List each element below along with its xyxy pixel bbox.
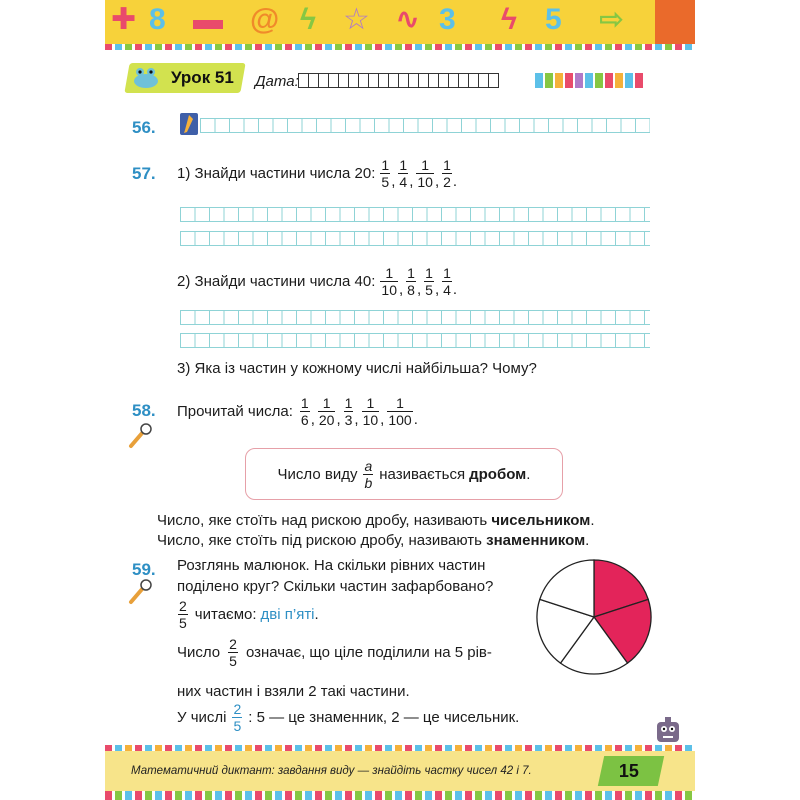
denominator-definition bbox=[157, 532, 589, 549]
in-fraction-denominator: 5 bbox=[233, 718, 242, 734]
fraction-denominator: 20 bbox=[318, 412, 335, 428]
exercise-number-58: 58. bbox=[132, 401, 156, 420]
fraction-separator: . bbox=[452, 173, 458, 190]
exercise-58-text: Прочитай числа: bbox=[177, 403, 293, 420]
answer-grid-56[interactable] bbox=[200, 118, 650, 133]
answer-grid-57-row4[interactable] bbox=[180, 333, 650, 348]
read-value: дві п’яті bbox=[260, 606, 315, 623]
mean-fraction bbox=[228, 636, 238, 669]
fraction bbox=[318, 395, 336, 428]
fraction-separator: , bbox=[354, 411, 359, 428]
squiggle-decoration-icon: ∿ bbox=[395, 3, 421, 36]
textbook-page bbox=[105, 0, 695, 800]
mean-prefix: Число bbox=[177, 644, 221, 661]
definition-term: дробом bbox=[469, 465, 527, 483]
numerator-dot: . bbox=[590, 512, 595, 529]
fraction bbox=[380, 157, 390, 190]
fraction bbox=[300, 395, 310, 428]
lesson-badge bbox=[127, 60, 247, 96]
fraction-denominator: 10 bbox=[381, 282, 397, 298]
microphone-icon bbox=[127, 422, 153, 450]
fraction bbox=[387, 395, 412, 428]
in-fraction bbox=[232, 701, 242, 734]
date-input-cells[interactable] bbox=[298, 73, 498, 88]
answer-grid-57-row1[interactable] bbox=[180, 207, 650, 222]
fraction-separator: , bbox=[416, 281, 422, 298]
mean-fraction-denominator: 5 bbox=[229, 653, 237, 669]
fraction-numerator: 1 bbox=[425, 265, 433, 281]
exercise-59-read-line bbox=[177, 598, 319, 631]
fraction-denominator: 5 bbox=[425, 282, 433, 298]
exercise-number-59: 59. bbox=[132, 560, 156, 579]
fraction bbox=[380, 265, 398, 298]
arrow-right-decoration-icon: ⇨ bbox=[599, 3, 625, 36]
plus-decoration-icon: ✚ bbox=[111, 3, 137, 36]
fraction-numerator: 1 bbox=[344, 395, 353, 411]
definition-end: . bbox=[526, 465, 531, 483]
fraction-numerator: 1 bbox=[396, 395, 404, 411]
squiggle-decoration-icon: ϟ bbox=[501, 3, 517, 36]
read-fraction-numerator: 2 bbox=[179, 598, 187, 614]
fraction-numerator: 1 bbox=[385, 265, 394, 281]
answer-grid-57-row2[interactable] bbox=[180, 231, 650, 246]
read-text: читаємо: bbox=[194, 606, 257, 623]
mean-text: означає, що ціле поділили на 5 рів- bbox=[245, 644, 492, 661]
star-decoration-icon: ☆ bbox=[343, 3, 370, 36]
fraction-numerator: 1 bbox=[322, 395, 331, 411]
fraction-denominator: 4 bbox=[399, 174, 408, 190]
exercise-number-56: 56. bbox=[132, 118, 156, 137]
fraction-denominator: 10 bbox=[417, 174, 433, 190]
fish-corner-icon bbox=[655, 0, 695, 44]
fraction bbox=[442, 265, 452, 298]
page-number-badge bbox=[598, 756, 664, 786]
zigzag-decoration-icon: ϟ bbox=[300, 3, 316, 36]
frog-icon bbox=[131, 64, 161, 90]
fraction-separator: , bbox=[391, 173, 396, 190]
fraction-numerator: 1 bbox=[421, 157, 430, 173]
exercise-57-part1-text: 1) Знайди частини числа 20: bbox=[177, 165, 376, 182]
top-decorative-band bbox=[105, 0, 695, 44]
fraction bbox=[416, 157, 434, 190]
exercise-58-line bbox=[177, 395, 420, 428]
fraction bbox=[344, 395, 354, 428]
fraction bbox=[442, 157, 452, 190]
in-fraction-numerator: 2 bbox=[233, 701, 242, 717]
numerator-definition bbox=[157, 512, 595, 529]
fraction-denominator: 100 bbox=[388, 412, 412, 428]
exercise-57-part2-fractions bbox=[379, 265, 459, 298]
definition-text-prefix: Число виду bbox=[277, 465, 358, 483]
answer-grid-57-row3[interactable] bbox=[180, 310, 650, 325]
fraction bbox=[398, 157, 408, 190]
fraction-separator: , bbox=[336, 411, 341, 428]
fraction bbox=[424, 265, 434, 298]
definition-box bbox=[245, 448, 563, 500]
definition-fraction-numerator: a bbox=[364, 457, 373, 474]
digit-decoration-icon: 8 bbox=[149, 3, 166, 36]
fraction-separator: , bbox=[409, 173, 414, 190]
exercise-59-line2: поділено круг? Скільки частин зафарбовано? bbox=[177, 578, 494, 595]
lesson-title: Урок 51 bbox=[171, 68, 234, 87]
definition-text-middle: називається bbox=[379, 465, 466, 483]
pencil-icon bbox=[180, 113, 198, 135]
fraction-denominator: 3 bbox=[344, 412, 353, 428]
numerator-term: чисельником bbox=[491, 512, 591, 529]
exercise-59-mean-line bbox=[177, 636, 492, 669]
digit-decoration-icon: 5 bbox=[545, 3, 562, 36]
minus-decoration-icon: ▬ bbox=[193, 3, 223, 36]
denominator-dot: . bbox=[585, 532, 590, 549]
fraction-denominator: 2 bbox=[443, 174, 451, 190]
fraction-separator: , bbox=[434, 281, 440, 298]
fraction-numerator: 1 bbox=[366, 395, 375, 411]
exercise-59-mean-line2: них частин і взяли 2 такі частини. bbox=[177, 683, 410, 700]
exercise-57-part2-text: 2) Знайди частини числа 40: bbox=[177, 273, 376, 290]
color-squares-decoration bbox=[535, 73, 645, 88]
digit-decoration-icon: 3 bbox=[439, 3, 456, 36]
robot-mascot-icon bbox=[653, 714, 683, 746]
definition-fraction-denominator: b bbox=[364, 474, 373, 491]
fraction-numerator: 1 bbox=[407, 265, 415, 281]
exercise-57-part1 bbox=[177, 157, 459, 190]
exercise-58-fractions bbox=[299, 395, 420, 428]
bottom-decorative-strip bbox=[105, 791, 695, 800]
exercise-number-57: 57. bbox=[132, 164, 156, 183]
exercise-57-part2 bbox=[177, 265, 459, 298]
fraction-separator: . bbox=[452, 281, 458, 298]
microphone-icon bbox=[127, 578, 153, 606]
fraction-numerator: 1 bbox=[381, 157, 390, 173]
in-prefix: У числі bbox=[177, 709, 227, 726]
fraction-separator: , bbox=[434, 173, 440, 190]
fraction-numerator: 1 bbox=[300, 395, 309, 411]
in-text: : 5 — це знаменник, 2 — це чисельник. bbox=[248, 709, 520, 726]
read-fraction bbox=[178, 598, 188, 631]
mean-fraction-numerator: 2 bbox=[229, 636, 237, 652]
exercise-59-in-line bbox=[177, 701, 519, 734]
denominator-definition-text: Число, яке стоїть під рискою дробу, називають bbox=[157, 532, 482, 549]
read-fraction-denominator: 5 bbox=[179, 615, 187, 631]
fraction bbox=[362, 395, 380, 428]
fraction-denominator: 4 bbox=[443, 282, 451, 298]
fraction-numerator: 1 bbox=[399, 157, 408, 173]
fraction-denominator: 8 bbox=[407, 282, 415, 298]
date-label: Дата: bbox=[255, 73, 299, 90]
numerator-definition-text: Число, яке стоїть над рискою дробу, називають bbox=[157, 512, 488, 529]
exercise-57-part1-fractions bbox=[379, 157, 459, 190]
fraction-separator: . bbox=[413, 411, 418, 428]
spiral-decoration-icon: @ bbox=[250, 3, 280, 36]
fraction-denominator: 10 bbox=[362, 412, 379, 428]
exercise-57-part3: 3) Яка із частин у кожному числі найбільша? Чому? bbox=[177, 360, 537, 377]
fraction-numerator: 1 bbox=[443, 265, 451, 281]
fraction bbox=[406, 265, 416, 298]
definition-fraction bbox=[363, 458, 373, 491]
denominator-term: знаменником bbox=[486, 532, 586, 549]
fraction-denominator: 6 bbox=[300, 412, 309, 428]
fraction-separator: , bbox=[380, 411, 385, 428]
fraction-separator: , bbox=[310, 411, 315, 428]
top-border-stripe bbox=[105, 44, 695, 50]
fraction-numerator: 1 bbox=[443, 157, 451, 173]
fraction-separator: , bbox=[399, 281, 404, 298]
page-number: 15 bbox=[618, 761, 639, 781]
exercise-59-line1: Розглянь малюнок. На скільки рівних частин bbox=[177, 557, 486, 574]
footer-note: Математичний диктант: завдання виду — знайдіть частку чисел 42 і 7. bbox=[131, 765, 532, 777]
fraction-denominator: 5 bbox=[381, 174, 390, 190]
date-cell[interactable] bbox=[488, 73, 499, 88]
read-dot: . bbox=[314, 606, 319, 623]
fraction-pie-circle bbox=[535, 558, 653, 676]
